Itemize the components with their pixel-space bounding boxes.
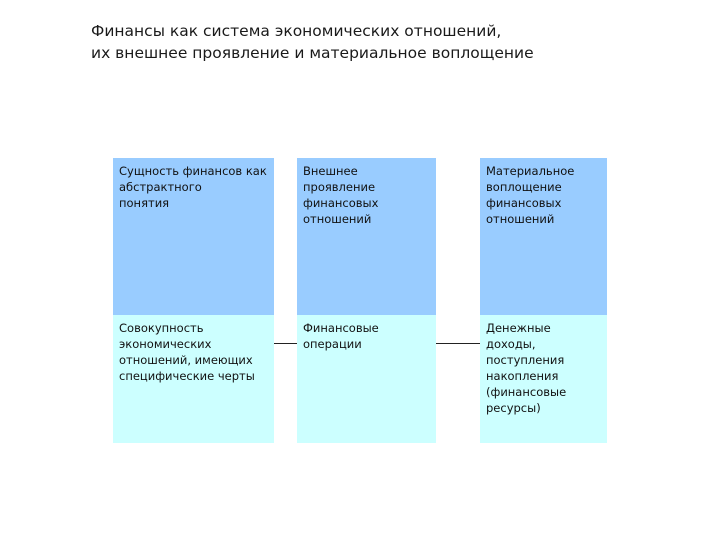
cell-material-top <box>480 158 607 315</box>
cell-line: воплощение <box>486 180 562 194</box>
cell-essence-top <box>113 158 274 315</box>
cell-external-top <box>297 158 436 315</box>
cell-line: Совокупность <box>119 321 204 335</box>
cell-essence-bottom <box>113 315 274 443</box>
cell-line: отношений, имеющих <box>119 353 253 367</box>
cell-line: накопления <box>486 369 559 383</box>
cell-line: Внешнее <box>303 164 358 178</box>
cell-material-bottom <box>480 315 607 443</box>
column-external <box>297 158 436 443</box>
title-line-2: их внешнее проявление и материальное воплощение <box>91 44 534 62</box>
cell-line: Материальное <box>486 164 575 178</box>
cell-line: проявление <box>303 180 376 194</box>
cell-line: отношений <box>486 212 555 226</box>
connector-line-1 <box>274 343 297 344</box>
cell-line: финансовых <box>303 196 379 210</box>
cell-line: ресурсы) <box>486 401 541 415</box>
cell-line: Денежные <box>486 321 551 335</box>
column-essence <box>113 158 274 443</box>
cell-line: операции <box>303 337 362 351</box>
column-material <box>480 158 607 443</box>
title-line-1: Финансы как система экономических отношений, <box>91 22 502 40</box>
cell-line: понятия <box>119 196 170 210</box>
cell-external-bottom <box>297 315 436 443</box>
cell-line: экономических <box>119 337 212 351</box>
cell-line: (финансовые <box>486 385 567 399</box>
cell-line: специфические черты <box>119 369 255 383</box>
cell-line: доходы, <box>486 337 536 351</box>
cell-line: абстрактного <box>119 180 202 194</box>
cell-line: финансовых <box>486 196 562 210</box>
cell-line: Сущность финансов как <box>119 164 267 178</box>
cell-line: поступления <box>486 353 565 367</box>
diagram-title <box>91 20 651 64</box>
cell-line: отношений <box>303 212 372 226</box>
cell-line: Финансовые <box>303 321 379 335</box>
connector-line-2 <box>436 343 480 344</box>
